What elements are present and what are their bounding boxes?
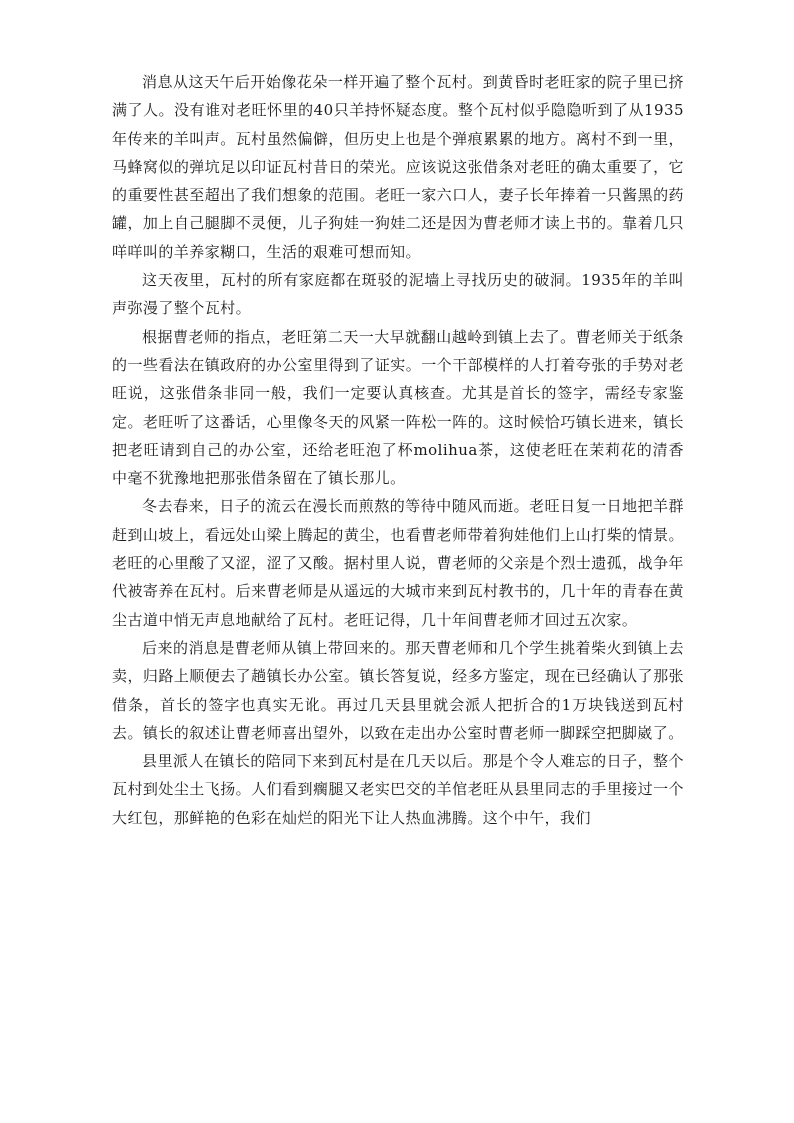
paragraph-5: 后来的消息是曹老师从镇上带回来的。那天曹老师和几个学生挑着柴火到镇上去卖，归路上顺便去了趟镇长办公室。镇长答复说，经多方鉴定，现在已经确认了那张借条，首长的签字也真实无讹。再过几天县里就会派人把折合的1万块钱送到瓦村去。镇长的叙述让曹老师喜出望外，以致在走出办公室时曹老师一脚踩空把脚崴了。 xyxy=(112,638,684,742)
paragraph-3: 根据曹老师的指点，老旺第二天一大早就翻山越岭到镇上去了。曹老师关于纸条的一些看法在镇政府的办公室里得到了证实。一个干部模样的人打着夸张的手势对老旺说，这张借条非同一般，我们一定要认真核查。尤其是首长的签字，需经专家鉴定。老旺听了这番话，心里像冬天的风紧一阵松一阵的。这时候恰巧镇长进来，镇长把老旺请到自己的办公室，还给老旺泡了杯molihua茶，这使老旺在茉莉花的清香中毫不犹豫地把那张借条留在了镇长那儿。 xyxy=(112,327,684,488)
document-body xyxy=(112,68,684,832)
paragraph-2: 这天夜里，瓦村的所有家庭都在斑驳的泥墙上寻找历史的破洞。1935年的羊叫声弥漫了整个瓦村。 xyxy=(112,271,684,318)
paragraph-4: 冬去春来，日子的流云在漫长而煎熬的等待中随风而逝。老旺日复一日地把羊群赶到山坡上，看远处山梁上腾起的黄尘，也看曹老师带着狗娃他们上山打柴的情景。老旺的心里酸了又涩，涩了又酸。据村里人说，曹老师的父亲是个烈士遗孤，战争年代被寄养在瓦村。后来曹老师是从遥远的大城市来到瓦村教书的，几十年的青春在黄尘古道中悄无声息地献给了瓦村。老旺记得，几十年间曹老师才回过五次家。 xyxy=(112,497,684,629)
paragraph-6: 县里派人在镇长的陪同下来到瓦村是在几天以后。那是个令人难忘的日子，整个瓦村到处尘土飞扬。人们看到瘸腿又老实巴交的羊倌老旺从县里同志的手里接过一个大红包，那鲜艳的色彩在灿烂的阳光下让人热血沸腾。这个中午，我们 xyxy=(112,752,684,827)
paragraph-1: 消息从这天午后开始像花朵一样开遍了整个瓦村。到黄昏时老旺家的院子里已挤满了人。没有谁对老旺怀里的40只羊持怀疑态度。整个瓦村似乎隐隐听到了从1935年传来的羊叫声。瓦村虽然偏僻，但历史上也是个弹痕累累的地方。离村不到一里，马蜂窝似的弹坑足以印证瓦村昔日的荣光。应该说这张借条对老旺的确太重要了，它的重要性甚至超出了我们想象的范围。老旺一家六口人，妻子长年捧着一只酱黑的药罐，加上自己腿脚不灵便，儿子狗娃一狗娃二还是因为曹老师才读上书的。靠着几只咩咩叫的羊养家糊口，生活的艰难可想而知。 xyxy=(112,73,684,261)
